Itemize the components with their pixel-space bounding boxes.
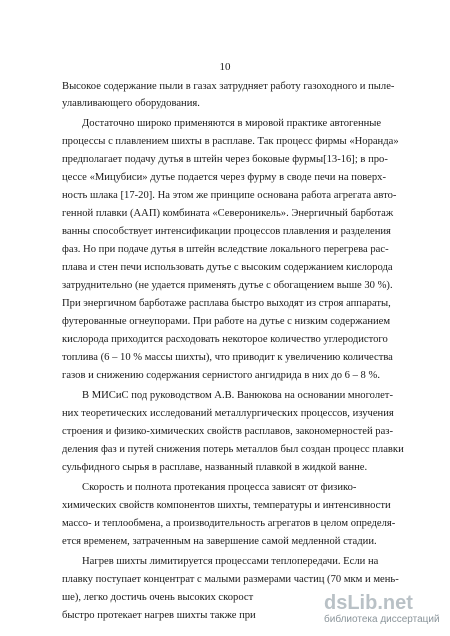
dslib-watermark	[324, 592, 442, 626]
text-line: газов и снижению содержания сернистого ангидрида в них до 6 – 8 %.	[62, 370, 380, 381]
text-line: При энергичном барботаже расплава быстро выходят из строя аппараты,	[62, 298, 391, 309]
watermark-logo: dsLib.net	[324, 592, 413, 614]
text-line: химических свойств компонентов шихты, температуры и интенсивности	[62, 500, 391, 511]
text-line: топлива (6 – 10 % массы шихты), что приводит к увеличению количества	[62, 352, 393, 363]
text-line: Скорость и полнота протекания процесса зависят от физико-	[82, 482, 357, 493]
text-line: фаз. Но при подаче дутья в штейн вследствие локального перегрева рас-	[62, 244, 389, 255]
text-line: них теоретических исследований металлургических процессов, изучения	[62, 408, 394, 419]
text-line: В МИСиС под руководством А.В. Ванюкова на основании многолет-	[82, 390, 393, 401]
text-line: ность шлака [17-20]. На этом же принципе основана работа агрегата авто-	[62, 190, 397, 201]
text-line: Высокое содержание пыли в газах затрудняет работу газоходного и пыле-	[62, 81, 395, 92]
text-line: деления фаз и путей снижения потерь металлов был создан процесс плавки	[62, 444, 404, 455]
text-line: Достаточно широко применяются в мировой практике автогенные	[82, 118, 382, 129]
text-line: затруднительно (не удается применять дутье с обогащением выше 30 %).	[62, 280, 393, 291]
text-line: футерованные огнеупорами. При работе на дутье с низким содержанием	[62, 316, 391, 327]
text-line: плавку поступает концентрат с малыми размерами частиц (70 мкм и мень-	[62, 574, 399, 585]
watermark-subtitle: библиотека диссертаций	[324, 614, 440, 625]
text-line: строения и физико-химических свойств расплавов, закономерностей раз-	[62, 426, 393, 437]
text-line: улавливающего оборудования.	[62, 98, 200, 109]
text-line: цессе «Мицубиси» дутье подается через фурму в своде печи на поверх-	[62, 172, 386, 183]
text-line: плава и стен печи использовать дутье с высоким содержанием кислорода	[62, 262, 393, 273]
text-line: кислорода приходится расходовать некоторое количество углеродистого	[62, 334, 388, 345]
text-line: ванны способствует интенсификации процессов плавления и разделения	[62, 226, 391, 237]
text-line: быстро протекает нагрев шихты также при	[62, 610, 256, 621]
text-line: предполагает подачу дутья в штейн через боковые фурмы[13-16]; в про-	[62, 154, 388, 165]
text-line: процессы с плавлением шихты в расплаве. Так процесс фирмы «Норанда»	[62, 136, 399, 147]
page-number: 10	[219, 61, 231, 73]
text-line: генной плавки (ААП) комбината «Североникель». Энергичный барботаж	[62, 208, 394, 219]
text-line: ется временем, затраченным на завершение самой медленной стадии.	[62, 536, 377, 547]
text-line: Нагрев шихты лимитируется процессами теплопередачи. Если на	[82, 556, 379, 567]
text-line: сульфидного сырья в расплаве, названный плавкой в жидкой ванне.	[62, 462, 368, 473]
text-line: ше), легко достичь очень высоких скорост	[62, 592, 254, 603]
text-line: массо- и теплообмена, а производительность агрегатов в целом определя-	[62, 518, 396, 529]
